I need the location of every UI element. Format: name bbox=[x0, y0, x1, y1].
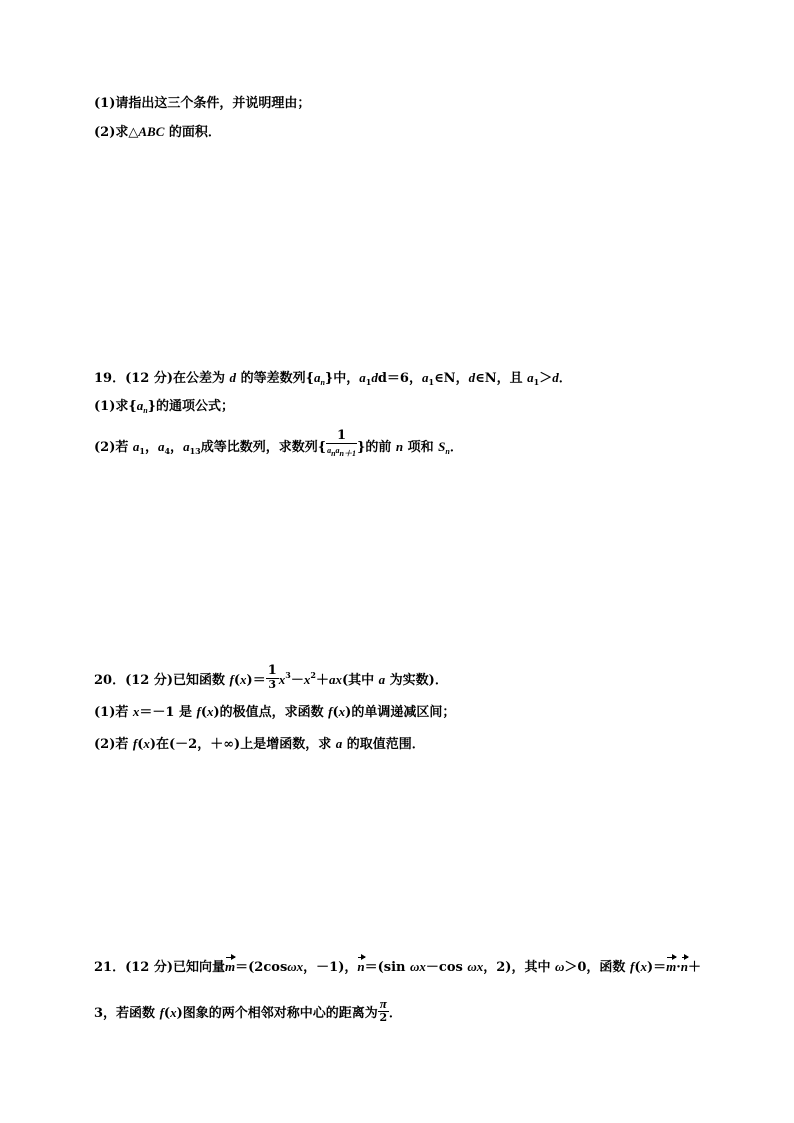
vector-m-2: m bbox=[666, 959, 677, 974]
q20-part2: (2)若 f(x)在(－2，＋∞)上是增函数，求 a 的取值范围． bbox=[94, 736, 425, 752]
vector-n-2: n bbox=[680, 959, 689, 974]
q18-part1: (1)请指出这三个条件，并说明理由； bbox=[94, 96, 311, 111]
q20-stem: 20．(12 分)已知函数 f(x)＝ $\frac{1}{3}$ $x^3-x^2+ax$(其中 a 为实数)． bbox=[94, 663, 448, 691]
q19-stem: 19．(12 分)在公差为 d 的等差数列$\{a_n\}$中，$a_1dd=6$，$a_1\in N$，d∈N，且 $a_1>d$． bbox=[94, 370, 572, 387]
q18-part2: (2)求△ABC 的面积． bbox=[94, 124, 221, 140]
q19-part2: (2)若 $a_1$，$a_4$，$a_{13}$成等比数列，求数列{ $\frac{1}{\text{anan＋1}}$ }的前 n 项和 $S_n$． bbox=[94, 428, 463, 458]
q21-line2: 3，若函数 f(x)图象的两个相邻对称中心的距离为 $\frac{\pi}{2}$ ． bbox=[94, 996, 402, 1024]
q21-stem: 21．(12 分)已知向量m＝(2cosωx，－1)，n＝(sin ωx－cos ωx，2)，其中 ω＞0，函数 f(x)＝m·n＋ bbox=[94, 959, 702, 975]
q19-part1: (1)求$\{a_n\}$的通项公式； bbox=[94, 398, 235, 415]
vector-m: m bbox=[225, 959, 236, 974]
vector-n: n bbox=[357, 959, 365, 974]
q19-fraction: $\frac{1}{\text{anan＋1}}$ bbox=[327, 428, 356, 458]
q20-fraction: $\frac{1}{3}$ bbox=[267, 663, 277, 691]
q21-fraction: $\frac{\pi}{2}$ bbox=[379, 996, 388, 1024]
q20-part1: (1)若 x＝－1 是 f(x)的极值点，求函数 f(x)的单调递减区间； bbox=[94, 704, 456, 720]
